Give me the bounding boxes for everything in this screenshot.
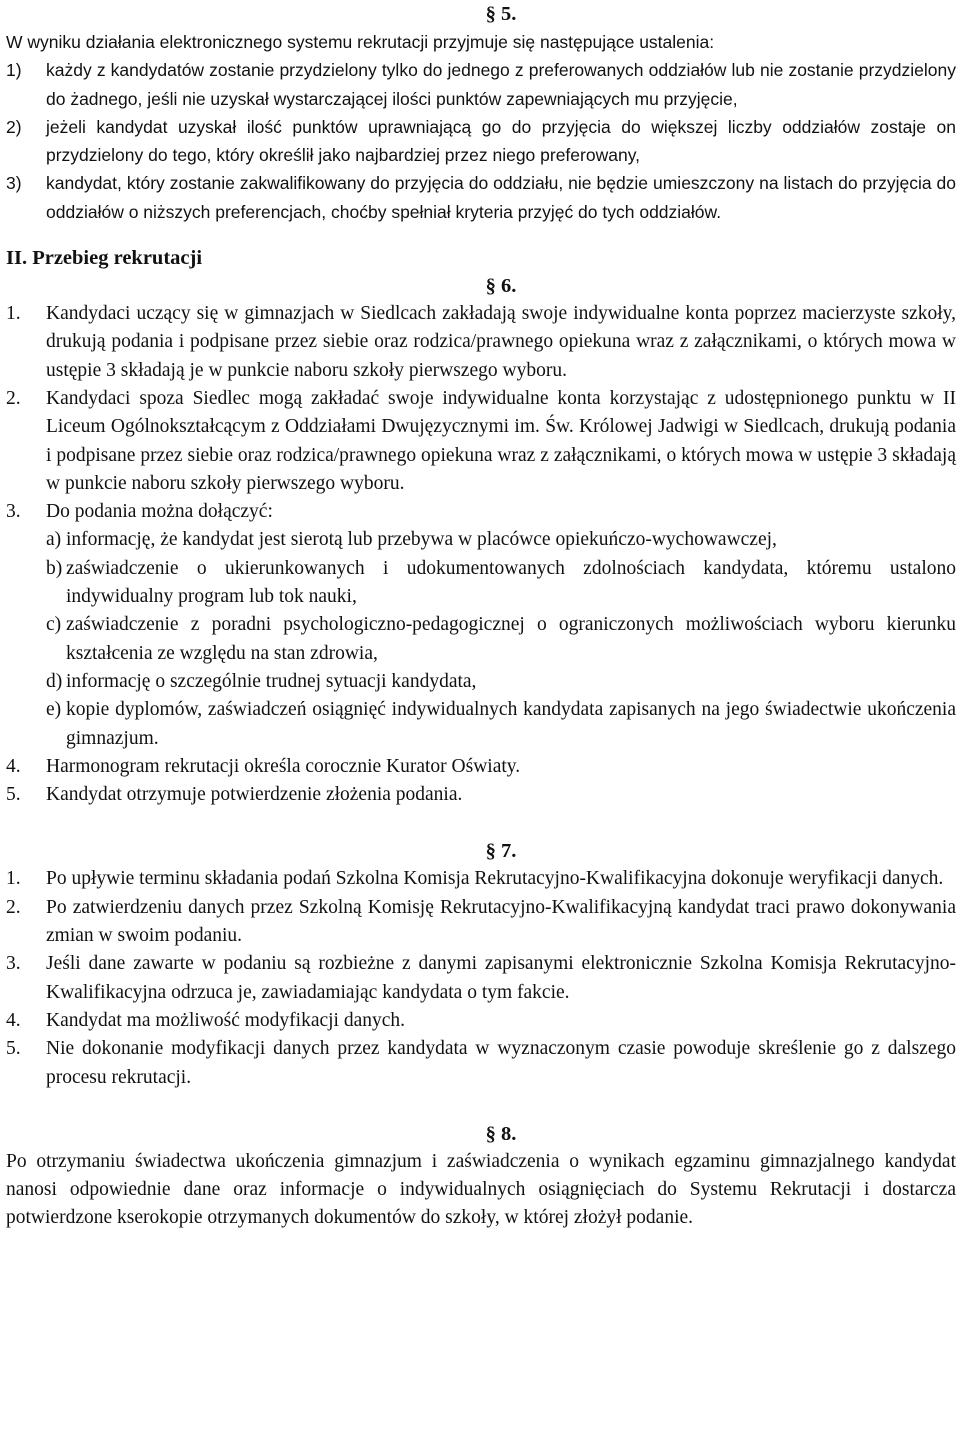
sub-item-letter: d)	[46, 670, 63, 692]
list-item-text: Harmonogram rekrutacji określa corocznie Kurator Oświaty.	[46, 755, 521, 777]
list-item	[6, 56, 956, 113]
sub-item	[6, 555, 956, 612]
list-item-number: 4.	[6, 755, 21, 777]
sub-item-text: informację o szczególnie trudnej sytuacji kandydata,	[66, 670, 477, 692]
list-item	[6, 498, 956, 526]
sub-item-text: informację, że kandydat jest sierotą lub przebywa w placówce opiekuńczo-wychowawczej,	[66, 529, 777, 551]
list-item-text: Kandydaci spoza Siedlec mogą zakładać swoje indywidualne konta korzystając z udostępnionego punktu w II Liceum Ogólnokształcącym z Oddziałami Dwujęzycznymi im. Św. Królowej Jadwigi w Siedlcach, drukują podania i podpisane przez siebie oraz rodzica/prawnego opiekuna wraz z załącznikami, o których mowa w ustępie 3 składają w punkcie naboru szkoły pierwszego wyboru.	[46, 387, 956, 494]
list-item	[6, 113, 956, 170]
sub-item-letter: e)	[46, 699, 62, 721]
sub-item	[6, 526, 956, 554]
sub-item-letter: b)	[46, 557, 63, 579]
list-item-text: Kandydat ma możliwość modyfikacji danych.	[46, 1009, 406, 1031]
list-item-number: 1)	[6, 60, 22, 81]
list-item-text: Po zatwierdzeniu danych przez Szkolną Komisję Rekrutacyjno-Kwalifikacyjną kandydat traci prawo dokonywania zmian w swoim podaniu.	[46, 896, 956, 947]
list-item	[6, 865, 956, 893]
list-item-text: Jeśli dane zawarte w podaniu są rozbieżne z danymi zapisanymi elektronicznie Szkolna Komisja Rekrutacyjno-Kwalifikacyjna odrzuca je, zawiadamiając kandydata o tym fakcie.	[46, 953, 956, 1003]
document-page	[6, 0, 956, 1233]
list-item-number: 4.	[6, 1009, 21, 1031]
list-item-text: jeżeli kandydat uzyskał ilość punktów uprawniającą go do przyjęcia do większej liczby oddziałów zostaje on przydzielony do tego, który określił jako najbardziej przez niego preferowany,	[46, 116, 956, 166]
list-item	[6, 781, 956, 809]
list-item-text: Kandydaci uczący się w gimnazjach w Siedlcach zakładają swoje indywidualne konta poprzez macierzyste szkoły, drukują podania i podpisane przez siebie oraz rodzica/prawnego opiekuna wraz z załącznikami, o których mowa w ustępie 3 składają je w punkcie naboru szkoły pierwszego wyboru.	[46, 303, 956, 381]
sub-item-text: kopie dyplomów, zaświadczeń osiągnięć indywidualnych kandydata zapisanych na jego świadectwie ukończenia gimnazjum.	[66, 699, 956, 749]
list-item	[6, 753, 956, 781]
list-item-number: 3.	[6, 953, 21, 975]
sub-item-text: zaświadczenie o ukierunkowanych i udokumentowanych zdolnościach kandydata, któremu ustalono indywidualny program lub tok nauki,	[66, 557, 956, 608]
section-7	[6, 865, 956, 1091]
list-item-text: Nie dokonanie modyfikacji danych przez kandydata w wyznaczonym czasie powoduje skreślenie go z dalszego procesu rekrutacji.	[46, 1038, 956, 1088]
sub-item	[6, 611, 956, 668]
list-item-number: 2.	[6, 387, 21, 409]
list-item-number: 2.	[6, 896, 21, 918]
list-item-number: 5.	[6, 1038, 21, 1060]
sub-item	[6, 696, 956, 753]
section-5-heading: § 5.	[485, 3, 517, 25]
section-5	[6, 28, 956, 226]
list-item-number: 1.	[6, 868, 21, 890]
spacer	[6, 1092, 956, 1120]
section-8-text: Po otrzymaniu świadectwa ukończenia gimnazjum i zaświadczenia o wynikach egzaminu gimnazjalnego kandydat nanosi odpowiednie dane oraz informacje o indywidualnych osiągnięciach do Systemu Rekrutacji i dostarcza potwierdzone kserokopie otrzymanych dokumentów do szkoły, w której złożył podanie.	[6, 1150, 956, 1229]
list-item-text: Kandydat otrzymuje potwierdzenie złożenia podania.	[46, 784, 463, 806]
list-item	[6, 1007, 956, 1035]
spacer	[6, 809, 956, 837]
list-item-number: 1.	[6, 303, 21, 325]
sub-item-letter: a)	[46, 529, 62, 551]
list-item-number: 3)	[6, 173, 22, 194]
list-item	[6, 950, 956, 1007]
chapter-title: II. Przebieg rekrutacji	[6, 247, 203, 270]
list-item-number: 5.	[6, 784, 21, 806]
section-6-heading: § 6.	[485, 275, 517, 298]
list-item	[6, 385, 956, 498]
section-8-heading: § 8.	[485, 1122, 517, 1145]
section-7-heading: § 7.	[485, 840, 517, 863]
list-item	[6, 894, 956, 951]
section-5-intro: W wyniku działania elektronicznego systemu rekrutacji przyjmuje się następujące ustalenia:	[6, 32, 715, 52]
list-item	[6, 300, 956, 385]
sub-item-text: zaświadczenie z poradni psychologiczno-pedagogicznej o ograniczonych możliwościach wyboru kierunku kształcenia ze względu na stan zdrowia,	[66, 614, 956, 664]
section-6	[6, 300, 956, 809]
list-item-number: 3.	[6, 501, 21, 523]
sub-item	[6, 668, 956, 696]
list-item-number: 2)	[6, 116, 22, 137]
list-item-text: każdy z kandydatów zostanie przydzielony tylko do jednego z preferowanych oddziałów lub nie zostanie przydzielony do żadnego, jeśli nie uzyskał wystarczającej ilości punktów zapewniających mu przyjęcie,	[46, 60, 956, 109]
list-item-text: Do podania można dołączyć:	[46, 501, 273, 523]
sub-item-letter: c)	[46, 614, 62, 636]
list-item-text: kandydat, który zostanie zakwalifikowany do przyjęcia do oddziału, nie będzie umieszczony na listach do przyjęcia do oddziałów o niższych preferencjach, choćby spełniał kryteria przyjęć do tych oddziałów.	[46, 173, 956, 222]
list-item-text: Po upływie terminu składania podań Szkolna Komisja Rekrutacyjno-Kwalifikacyjna dokonuje weryfikacji danych.	[46, 868, 944, 890]
list-item	[6, 1035, 956, 1092]
list-item	[6, 169, 956, 226]
section-8	[6, 1148, 956, 1233]
